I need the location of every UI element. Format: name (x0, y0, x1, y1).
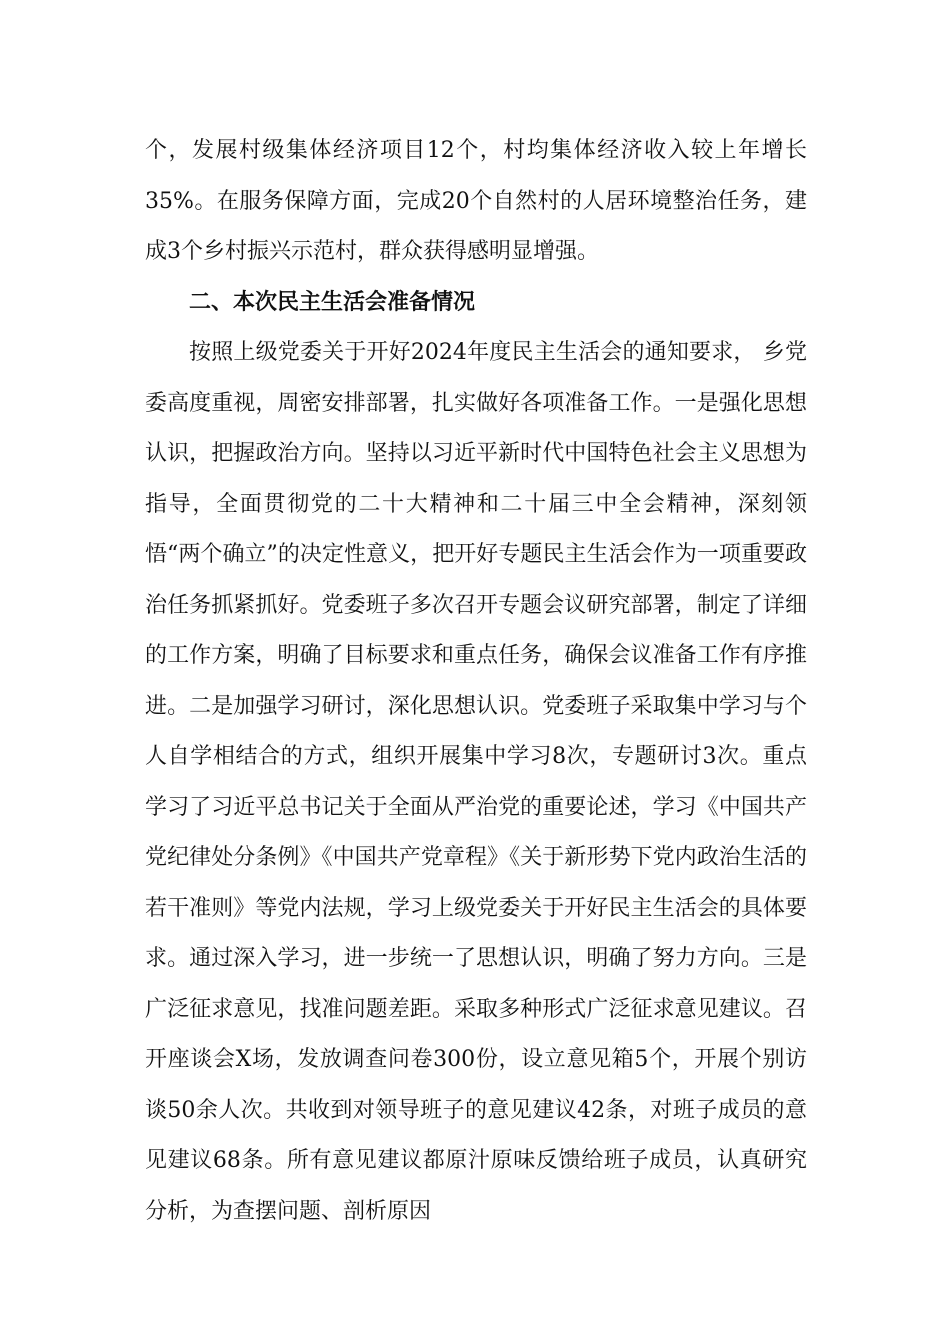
paragraph-continuation: 个，发展村级集体经济项目12个，村均集体经济收入较上年增长35%。在服务保障方面，完成20个自然村的人居环境整治任务，建成3个乡村振兴示范村，群众获得感明显增强。 (145, 138, 807, 264)
paragraph-preparation: 按照上级党委关于开好2024年度民主生活会的通知要求， 乡党委高度重视，周密安排部署，扎实做好各项准备工作。一是强化思想认识，把握政治方向。坚持以习近平新时代中国特色社会主义思想为指导，全面贯彻党的二十大精神和二十届三中全会精神，深刻领悟“两个确立”的决定性意义，把开好专题民主生活会作为一项重要政治任务抓紧抓好。党委班子多次召开专题会议研究部署，制定了详细的工作方案，明确了目标要求和重点任务，确保会议准备工作有序推进。二是加强学习研讨，深化思想认识。党委班子采取集中学习与个人自学相结合的方式，组织开展集中学习8次，专题研讨3次。重点学习了习近平总书记关于全面从严治党的重要论述，学习《中国共产党纪律处分条例》《中国共产党章程》《关于新形势下党内政治生活的若干准则》等党内法规，学习上级党委关于开好民主生活会的具体要求。通过深入学习，进一步统一了思想认识，明确了努力方向。三是广泛征求意见，找准问题差距。采取多种形式广泛征求意见建议。召开座谈会X场，发放调查问卷300份，设立意见箱5个，开展个别访谈50余人次。共收到对领导班子的意见建议42条，对班子成员的意见建议68条。所有意见建议都原汁原味反馈给班子成员，认真研究分析，为查摆问题、剖析原因 (145, 340, 807, 1224)
document-body (145, 126, 807, 1237)
section-heading: 二、本次民主生活会准备情况 (189, 289, 476, 315)
